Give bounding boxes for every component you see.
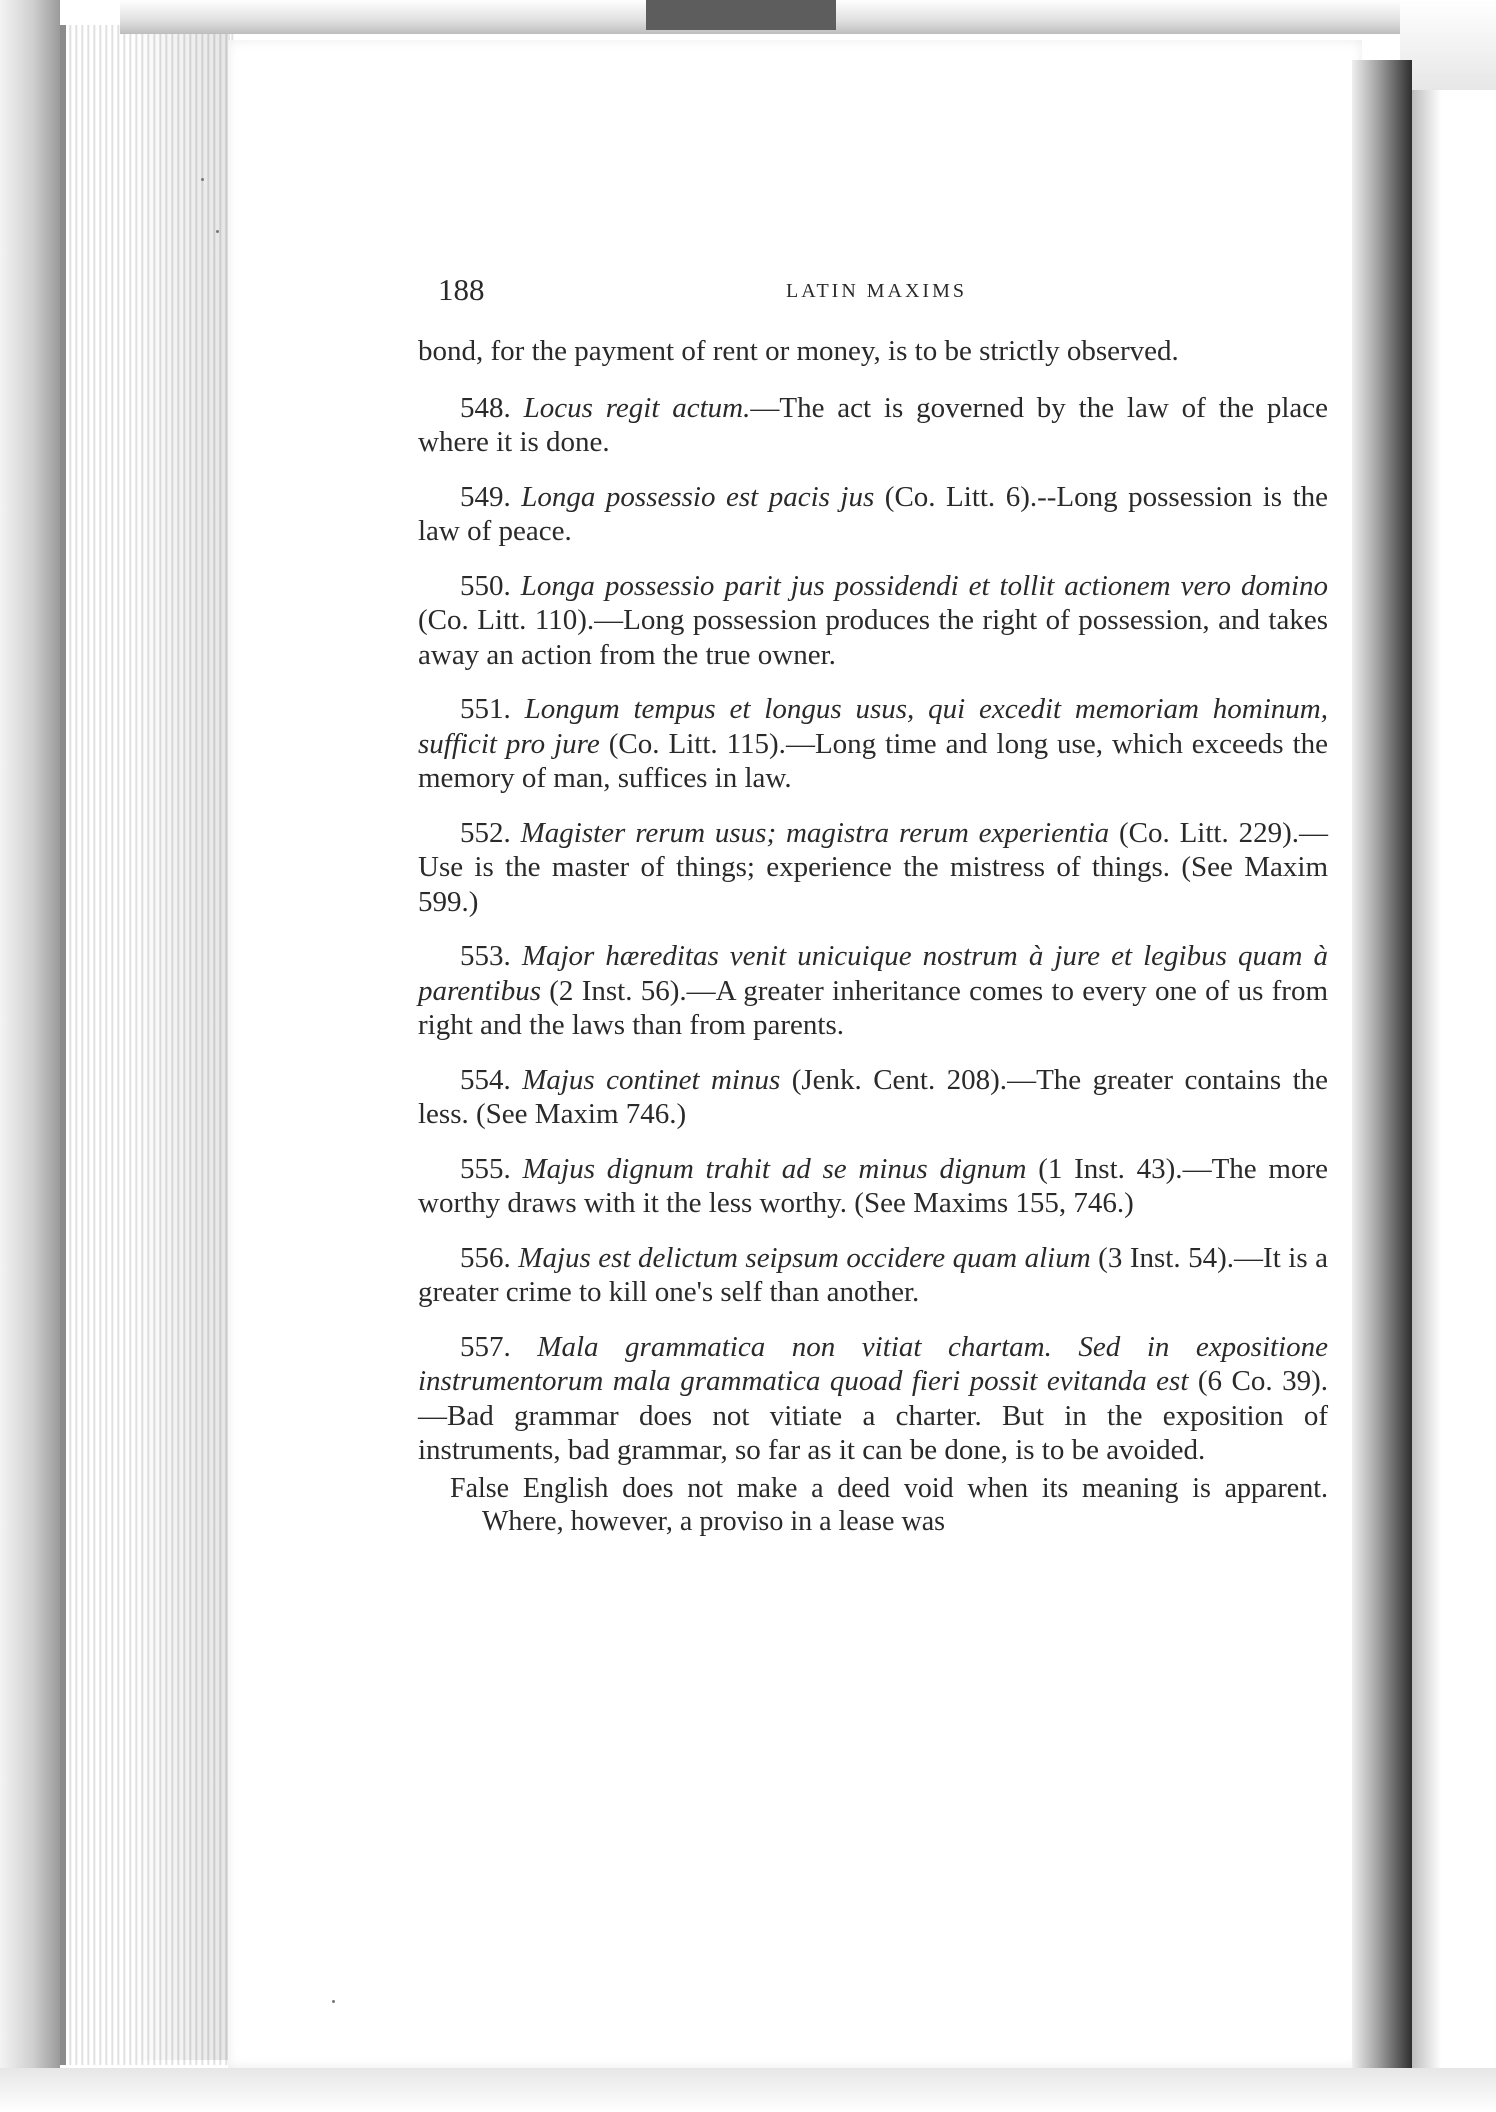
maxim-citation: (Co. Litt. 110). — [418, 604, 595, 636]
maxim-latin: Locus regit actum. — [523, 391, 751, 424]
maxim-citation: (3 Inst. 54). — [1090, 1241, 1235, 1274]
maxim-number: 554. — [460, 1063, 511, 1096]
page-edge-shadow — [130, 30, 230, 2060]
maxim-556 — [418, 1241, 1328, 1310]
maxim-548 — [418, 391, 1328, 460]
scan-speck — [201, 178, 204, 181]
page-text — [418, 272, 1328, 1538]
maxim-551 — [418, 692, 1328, 796]
maxim-557 — [418, 1330, 1328, 1468]
maxim-555 — [418, 1152, 1328, 1221]
maxim-latin: Major hæreditas venit unicuique nostrum à jure et legibus quam à parentibus — [418, 940, 1328, 1007]
maxim-553 — [418, 939, 1328, 1043]
maxim-translation: —The act is governed by the law of the place where it is done. — [418, 391, 1329, 458]
maxim-number: 555. — [460, 1152, 511, 1185]
maxim-550 — [418, 569, 1328, 673]
maxim-citation: (6 Co. 39). — [1188, 1365, 1328, 1397]
commentary-note: False English does not make a deed void when its meaning is apparent. Where, however, a proviso in a lease was — [450, 1472, 1328, 1537]
scan-speck — [216, 230, 219, 233]
maxim-latin: Longa possessio parit jus possidendi et tollit actionem vero domino — [520, 569, 1329, 602]
running-title: LATIN MAXIMS — [786, 280, 967, 302]
maxim-number: 552. — [460, 816, 511, 849]
maxim-552 — [418, 816, 1328, 920]
maxim-number: 549. — [460, 480, 511, 513]
maxim-citation: (Co. Litt. 229). — [1109, 816, 1300, 849]
maxim-number: 550. — [460, 569, 511, 602]
maxim-citation: (Jenk. Cent. 208). — [780, 1063, 1008, 1096]
maxim-number: 556. — [460, 1241, 511, 1274]
continuation-paragraph: bond, for the payment of rent or money, is to be strictly observed. — [418, 335, 1179, 367]
maxim-translation: —Use is the master of things; experience the mistress of things. (See Maxim 599.) — [418, 816, 1329, 918]
maxim-latin: Longum tempus et longus usus, qui excedit memoriam hominum, sufficit pro jure — [418, 693, 1329, 760]
maxim-translation: --Long possession is the law of peace. — [418, 480, 1329, 547]
maxim-translation: —Long time and long use, which exceeds the memory of man, suffices in law. — [418, 727, 1328, 794]
maxim-translation: —A greater inheritance comes to every one of us from right and the laws than from parents. — [418, 974, 1328, 1041]
maxim-latin: Majus est delictum seipsum occidere quam alium — [518, 1241, 1091, 1274]
maxim-latin: Majus continet minus — [522, 1063, 781, 1096]
maxim-number: 548. — [460, 391, 511, 424]
maxim-latin: Longa possessio est pacis jus — [521, 480, 875, 513]
maxim-translation: —It is a greater crime to kill one's self than another. — [418, 1241, 1328, 1308]
maxim-translation: —The more worthy draws with it the less worthy. (See Maxims 155, 746.) — [418, 1152, 1328, 1219]
maxim-translation: —Long possession produces the right of possession, and takes away an action from the true owner. — [418, 604, 1329, 671]
running-header — [418, 272, 1328, 316]
body-text — [418, 334, 1328, 1538]
maxim-translation: —Bad grammar does not vitiate a charter. But in the exposition of instruments, bad grammar, so far as it can be done, is to be avoided. — [418, 1399, 1328, 1466]
facing-page-edge — [1412, 90, 1496, 2112]
book-clip — [646, 0, 836, 30]
maxim-citation: (1 Inst. 43). — [1026, 1152, 1183, 1185]
maxim-latin: Magister rerum usus; magistra rerum experientia — [520, 816, 1110, 849]
scan-speck — [332, 2000, 335, 2003]
maxim-554 — [418, 1063, 1328, 1132]
maxim-number: 551. — [460, 693, 511, 725]
maxim-latin: Mala grammatica non vitiat chartam. Sed in expositione instrumentorum mala grammatica quoad fieri possit evitanda est — [418, 1330, 1328, 1397]
maxim-citation: (Co. Litt. 6). — [874, 480, 1038, 513]
maxim-citation: (Co. Litt. 115). — [599, 727, 786, 760]
maxim-number: 557. — [460, 1330, 511, 1363]
maxim-citation: (2 Inst. 56). — [540, 974, 687, 1007]
book-bottom-edge — [0, 2068, 1496, 2112]
maxim-latin: Majus dignum trahit ad se minus dignum — [522, 1152, 1027, 1185]
right-page-corner — [1400, 0, 1496, 100]
maxim-number: 553. — [460, 940, 511, 972]
maxim-549 — [418, 480, 1328, 549]
maxim-translation: —The greater contains the less. (See Maxim 746.) — [418, 1063, 1329, 1130]
page-number: 188 — [438, 272, 485, 307]
book-gutter — [1352, 60, 1412, 2110]
book-edge-left — [0, 0, 60, 2112]
